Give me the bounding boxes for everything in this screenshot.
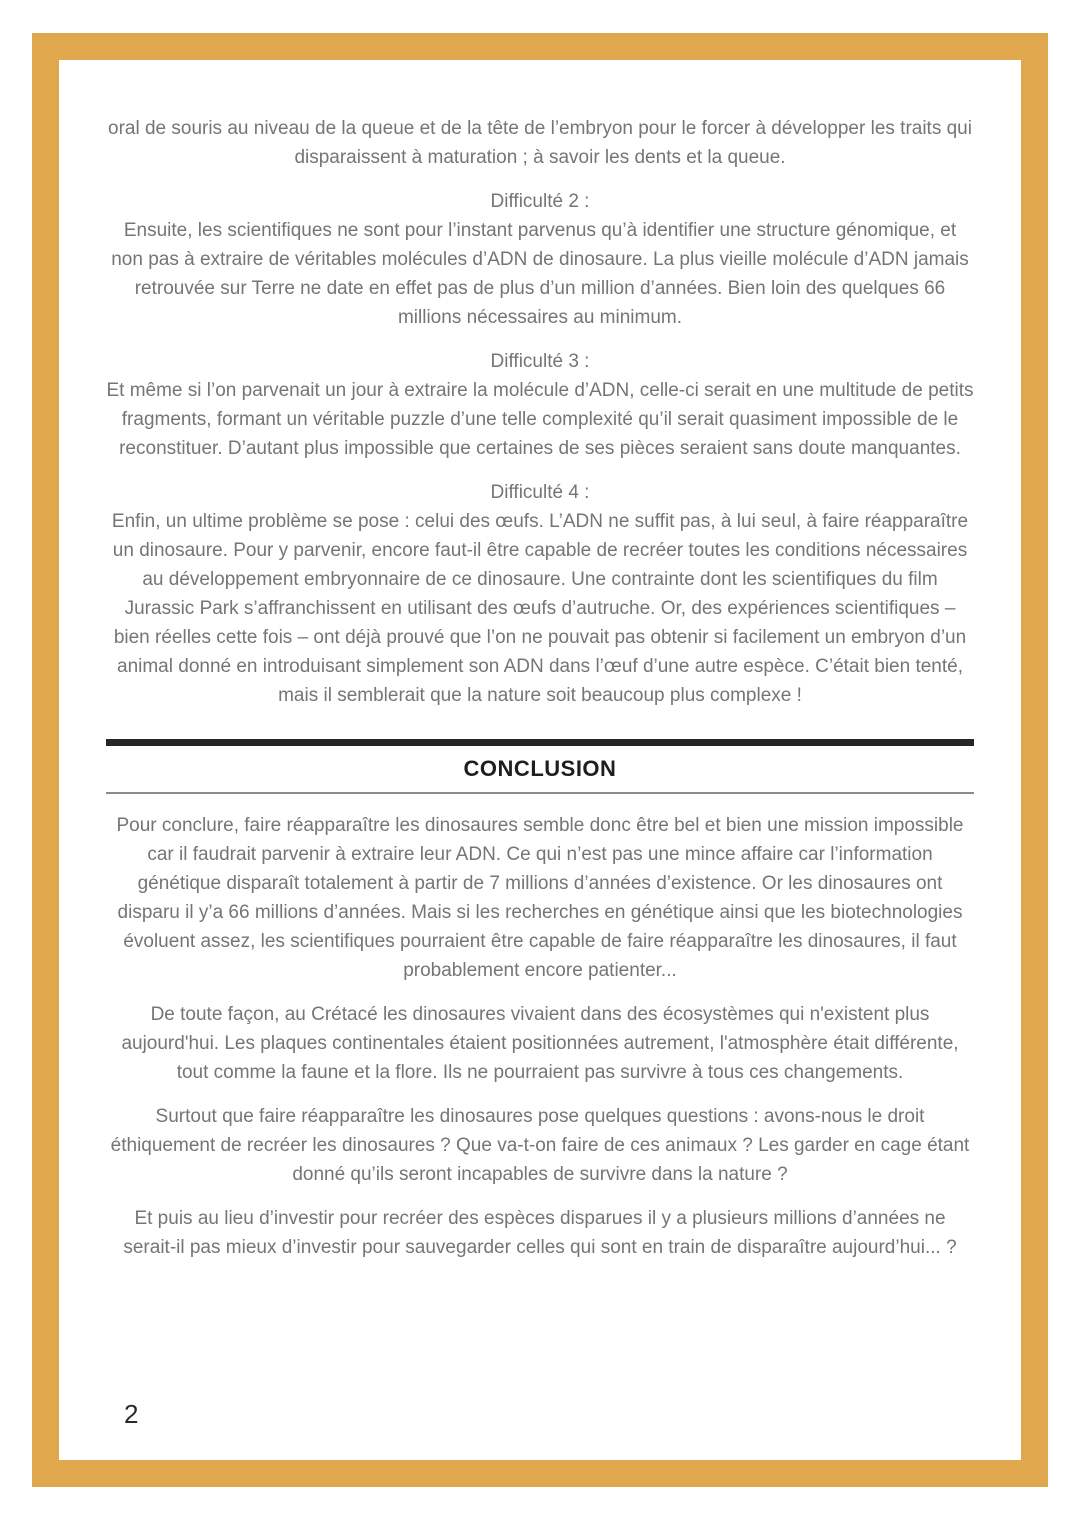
conclusion-paragraph-4: Et puis au lieu d’investir pour recréer des espèces disparues il y a plusieurs millions d’années ne serait-il pas mieux d’investir pour sauvegarder celles qui sont en train de disparaître aujourd’hui... ? [123,1208,957,1258]
difficulty-4-section [106,478,974,710]
intro-paragraph: oral de souris au niveau de la queue et de la tête de l’embryon pour le forcer à développer les traits qui disparaissent à maturation ; à savoir les dents et la queue. [108,118,972,168]
difficulty-3-heading: Difficulté 3 : [490,351,590,372]
conclusion-header [106,739,974,794]
difficulty-4-paragraph: Enfin, un ultime problème se pose : celui des œufs. L’ADN ne suffit pas, à lui seul, à faire réapparaître un dinosaure. Pour y parvenir, encore faut-il être capable de recréer toutes les conditions nécessaires au développement embryonnaire de ce dinosaure. Une contrainte dont les scientifiques du film Jurassic Park s’affranchissent en utilisant des œufs d’autruche. Or, des expériences scientifiques – bien réelles cette fois – ont déjà prouvé que l’on ne pouvait pas obtenir si facilement un embryon d’un animal donné en introduisant simplement son ADN dans l’œuf d’une autre espèce. C’était bien tenté, mais il semblerait que la nature soit beaucoup plus complexe ! [111,511,969,706]
page-number: 2 [124,1399,139,1429]
page-border [32,33,1048,1487]
difficulty-3-section [106,347,974,463]
page-content [59,60,1021,1460]
difficulty-2-heading: Difficulté 2 : [490,191,590,212]
conclusion-paragraph-3: Surtout que faire réapparaître les dinosaures pose quelques questions : avons-nous le droit éthiquement de recréer les dinosaures ? Que va-t-on faire de ces animaux ? Les garder en cage étant donné qu’ils seront incapables de survivre dans la nature ? [110,1106,970,1185]
conclusion-paragraph-1: Pour conclure, faire réapparaître les dinosaures semble donc être bel et bien une mission impossible car il faudrait parvenir à extraire leur ADN. Ce qui n’est pas une mince affaire car l’information génétique disparaît totalement à partir de 7 millions d’années d’existence. Or les dinosaures ont disparu il y’a 66 millions d’années. Mais si les recherches en génétique ainsi que les biotechnologies évoluent assez, les scientifiques pourraient être capable de faire réapparaître les dinosaures, il faut probablement encore patienter... [116,815,964,981]
conclusion-title: CONCLUSION [463,756,617,781]
difficulty-4-heading: Difficulté 4 : [490,482,590,503]
difficulty-3-paragraph: Et même si l’on parvenait un jour à extraire la molécule d’ADN, celle-ci serait en une multitude de petits fragments, formant un véritable puzzle d’une telle complexité qu’il serait quasiment impossible de le reconstituer. D’autant plus impossible que certaines de ses pièces seraient sans doute manquantes. [106,380,974,459]
difficulty-2-section [106,187,974,332]
difficulty-2-paragraph: Ensuite, les scientifiques ne sont pour l’instant parvenus qu’à identifier une structure génomique, et non pas à extraire de véritables molécules d’ADN de dinosaure. La plus vieille molécule d’ADN jamais retrouvée sur Terre ne date en effet pas de plus d’un million d’années. Bien loin des quelques 66 millions nécessaires au minimum. [111,220,969,328]
conclusion-paragraph-2: De toute façon, au Crétacé les dinosaures vivaient dans des écosystèmes qui n'existent plus aujourd'hui. Les plaques continentales étaient positionnées autrement, l'atmosphère était différente, tout comme la faune et la flore. Ils ne pourraient pas survivre à tous ces changements. [121,1004,959,1083]
